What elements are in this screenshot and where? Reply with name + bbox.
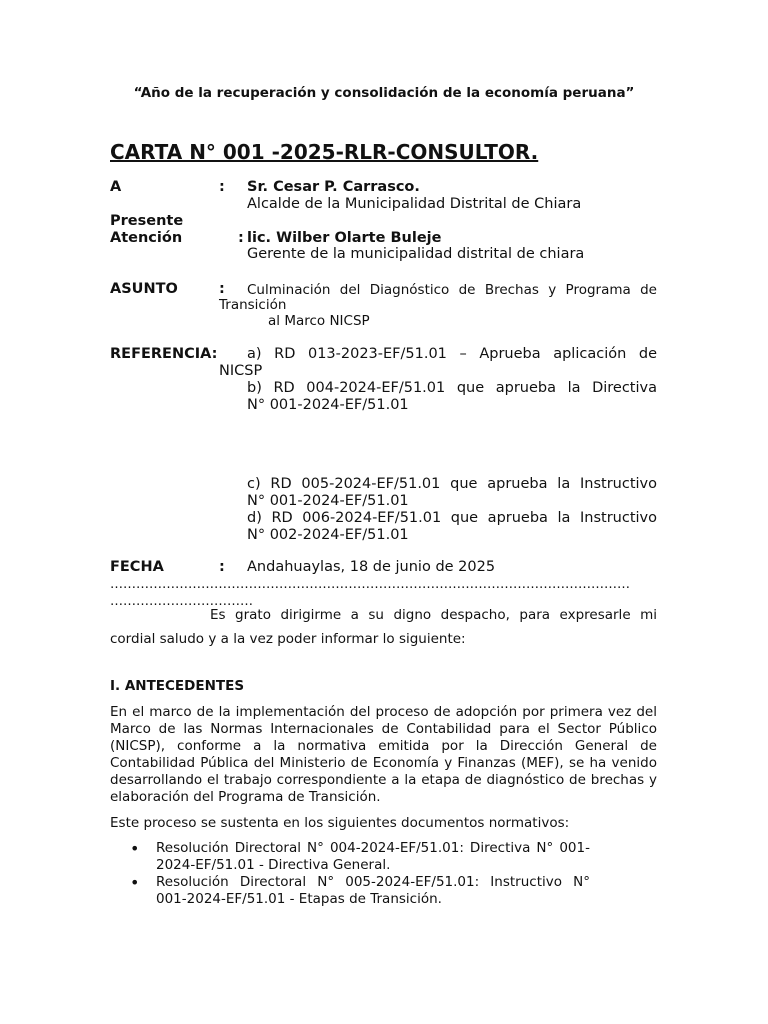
reference-b-line-2: N° 001-2024-EF/51.01	[247, 397, 409, 413]
year-motto: “Año de la recuperación y consolidación de la economía peruana”	[133, 85, 635, 101]
antecedentes-paragraph: En el marco de la implementación del proceso de adopción por primera vez del Marco de las Normas Internacionales de Contabilidad para el Sector Público (NICSP), conforme a la normativa emitida por la Dirección General de Contabilidad Pública del Ministerio de Economía y Finanzas (MEF), se ha venido desarrollando el trabajo correspondiente a la etapa de diagnóstico de brechas y elaboración del Programa de Transición.	[110, 704, 657, 805]
dotted-line-1: …………………………………………………………………………………………………………	[110, 577, 630, 592]
list-item	[110, 874, 590, 908]
recipient-name: Sr. Cesar P. Carrasco.	[247, 179, 420, 195]
greeting-line-1: Es grato dirigirme a su digno despacho, para expresarle mi	[210, 607, 657, 623]
date-colon: :	[219, 559, 225, 575]
attention-label: Atención	[110, 230, 183, 246]
reference-c-line-2: N° 001-2024-EF/51.01	[247, 493, 409, 509]
recipient-label: A	[110, 179, 122, 195]
reference-b-line-1: b) RD 004-2024-EF/51.01 que aprueba la Directiva	[247, 380, 657, 396]
reference-a-line-2: NICSP	[219, 363, 263, 379]
normative-intro: Este proceso se sustenta en los siguientes documentos normativos:	[110, 815, 570, 831]
reference-d-line-1: d) RD 006-2024-EF/51.01 que aprueba la Instructivo	[247, 510, 657, 526]
letter-title: CARTA N° 001 -2025-RLR-CONSULTOR.	[110, 140, 539, 164]
attention-name: lic. Wilber Olarte Buleje	[247, 230, 442, 246]
reference-d-line-2: N° 002-2024-EF/51.01	[247, 527, 409, 543]
recipient-colon: :	[219, 179, 225, 195]
reference-c-line-1: c) RD 005-2024-EF/51.01 que aprueba la Instructivo	[247, 476, 657, 492]
subject-line-1: Culminación del Diagnóstico de Brechas y Programa de	[247, 282, 657, 298]
dotted-line-2: ……………………………	[110, 594, 253, 609]
bullet-icon: •	[130, 873, 140, 892]
subject-colon: :	[219, 281, 225, 297]
date-label: FECHA	[110, 559, 164, 575]
date-value: Andahuaylas, 18 de junio de 2025	[247, 559, 496, 575]
recipient-role: Alcalde de la Municipalidad Distrital de Chiara	[247, 196, 582, 212]
subject-line-2: Transición	[219, 297, 287, 313]
subject-label: ASUNTO	[110, 281, 178, 297]
list-item-text: Resolución Directoral N° 005-2024-EF/51.01: Instructivo N° 001-2024-EF/51.01 - Etapas de Transición.	[156, 874, 590, 907]
list-item	[110, 840, 590, 874]
greeting-line-2: cordial saludo y a la vez poder informar lo siguiente:	[110, 631, 466, 647]
bullet-icon: •	[130, 839, 140, 858]
reference-a-line-1: a) RD 013-2023-EF/51.01 – Aprueba aplicación de	[247, 346, 657, 362]
reference-label: REFERENCIA:	[110, 346, 218, 362]
normative-list	[110, 840, 590, 908]
attention-colon: :	[238, 230, 244, 246]
list-item-text: Resolución Directoral N° 004-2024-EF/51.01: Directiva N° 001-2024-EF/51.01 - Directiva General.	[156, 840, 590, 873]
section-heading-antecedentes: I. ANTECEDENTES	[110, 678, 245, 694]
subject-line-3: al Marco NICSP	[268, 313, 370, 329]
presente-label: Presente	[110, 213, 184, 229]
attention-role: Gerente de la municipalidad distrital de chiara	[247, 246, 585, 262]
